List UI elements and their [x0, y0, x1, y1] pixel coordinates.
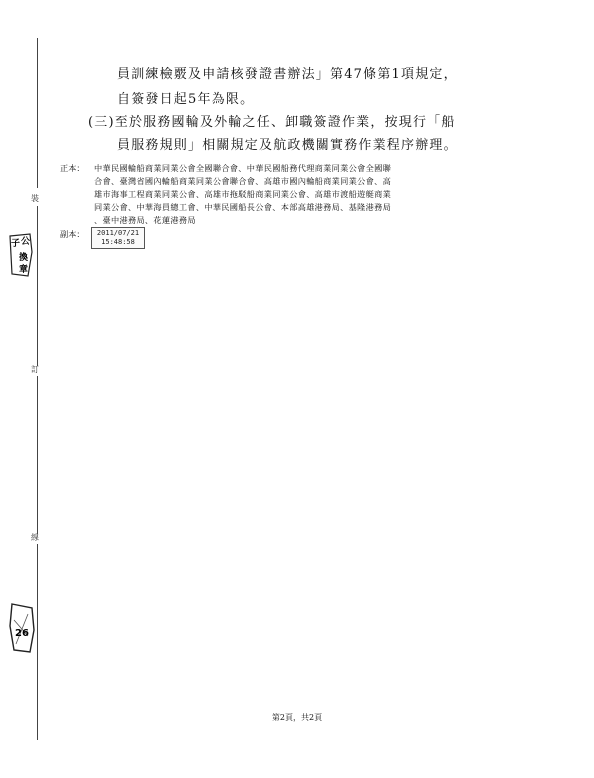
stamp-char-zi: 子	[11, 239, 21, 249]
stamp-char-huan: 換	[19, 253, 29, 263]
stamp-char-gong: 公	[21, 237, 31, 247]
stamp-page-number: 26	[15, 628, 29, 639]
page-seal-stamp	[8, 600, 36, 656]
timestamp-seal	[91, 227, 145, 249]
body-line-3: (三)至於服務國輪及外輪之任、卸職簽證作業，按現行「船	[88, 115, 456, 130]
binding-char-xian: 線	[31, 533, 39, 542]
stamp-char-zhang: 章	[19, 265, 29, 275]
binding-line-mid2	[37, 376, 38, 534]
body-line-2: 自簽發日起5年為限。	[117, 92, 255, 107]
cc-line: 同業公會、中華海員總工會、中華民國船長公會、本部高雄港務局、基隆港務局	[94, 202, 392, 212]
body-line-4: 員服務規則」相關規定及航政機關實務作業程序辦理。	[117, 138, 458, 153]
seal-date: 2011/07/21	[96, 229, 140, 237]
body-line-1: 員訓練檢覈及申請核發證書辦法」第47條第1項規定，	[117, 67, 458, 82]
page-footer: 第2頁，共2頁	[271, 713, 323, 722]
cc-label: 正本：	[60, 163, 85, 173]
cc-recipient-list	[94, 162, 476, 227]
binding-line-top	[37, 38, 38, 188]
copy-label: 副本：	[60, 229, 85, 239]
binding-line-bottom	[37, 544, 38, 740]
cc-line: 中華民國輪船商業同業公會全國聯合會、中華民國船務代理商業同業公會全國聯	[94, 163, 392, 173]
binding-char-ding: 訂	[31, 365, 39, 374]
seal-time: 15:48:58	[101, 238, 135, 246]
binding-char-zhuang: 裝	[31, 194, 39, 203]
cc-line: 、臺中港務局、花蓮港務局	[94, 215, 196, 225]
electronic-seal-stamp	[8, 232, 34, 278]
cc-line: 雄市海事工程商業同業公會、高雄市拖駁船商業同業公會、高雄市渡船遊艇商業	[94, 189, 392, 199]
cc-line: 合會、臺灣省國內輪船商業同業公會聯合會、高雄市國內輪船商業同業公會、高	[94, 176, 392, 186]
binding-line-mid1	[37, 206, 38, 366]
